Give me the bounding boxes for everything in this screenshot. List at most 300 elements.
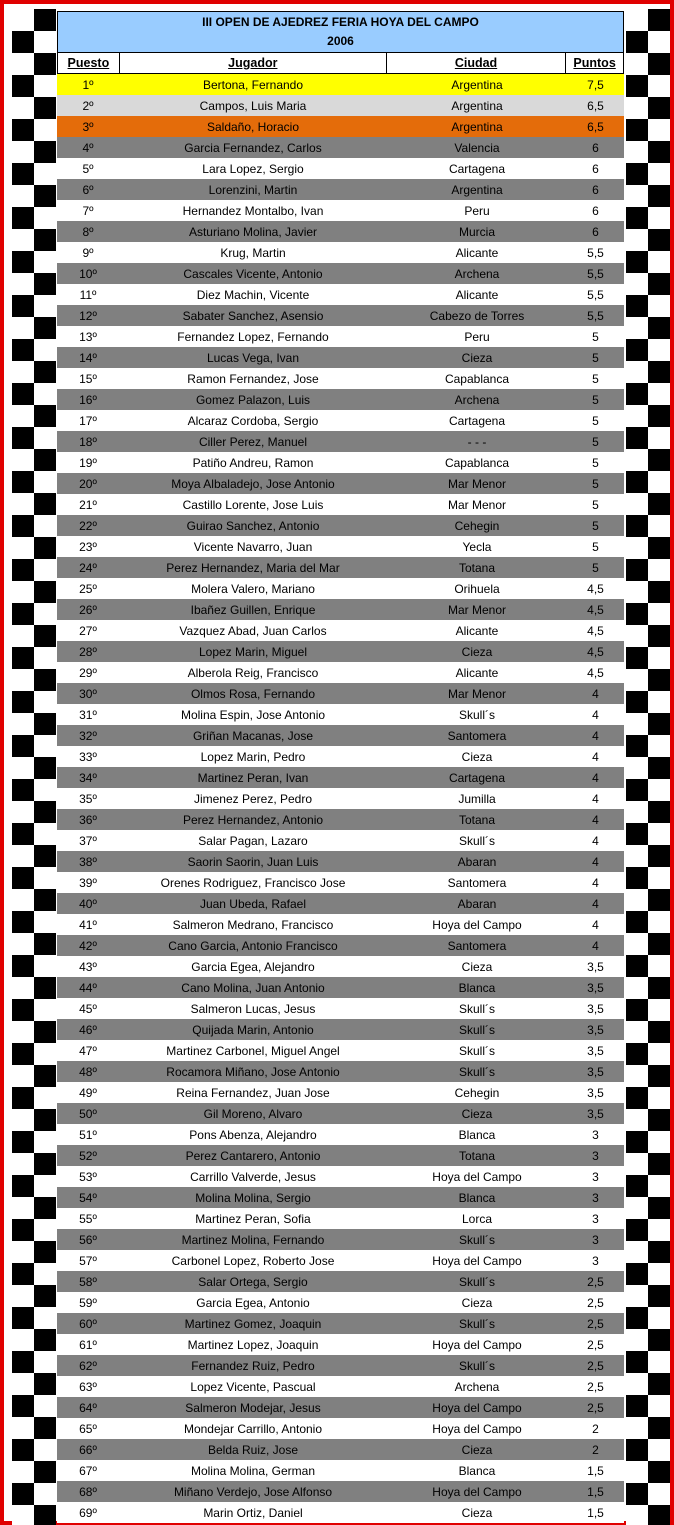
cell-jugador: Castillo Lorente, Jose Luis (182, 497, 324, 512)
cell-puntos: 4 (592, 728, 599, 743)
cell-puesto: 24º (79, 560, 97, 575)
cell-ciudad: Blanca (458, 1190, 496, 1205)
table-row (57, 431, 624, 452)
header-puesto: Puesto (58, 53, 120, 73)
cell-ciudad: Skull´s (458, 1232, 495, 1247)
table-row (57, 326, 624, 347)
cell-puesto: 47º (79, 1043, 97, 1058)
table-row (57, 1040, 624, 1061)
cell-puntos: 4,5 (587, 665, 604, 680)
cell-jugador: Lucas Vega, Ivan (206, 350, 300, 365)
cell-puntos: 3,5 (587, 1085, 604, 1100)
cell-jugador: Vicente Navarro, Juan (193, 539, 313, 554)
cell-ciudad: Cabezo de Torres (429, 308, 525, 323)
cell-ciudad: Skull´s (458, 1316, 495, 1331)
cell-puesto: 33º (79, 749, 97, 764)
cell-jugador: Pons Abenza, Alejandro (189, 1127, 317, 1142)
cell-jugador: Lopez Vicente, Pascual (190, 1379, 316, 1394)
table-row (57, 158, 624, 179)
cell-ciudad: Skull´s (458, 1358, 495, 1373)
cell-puesto: 44º (79, 980, 97, 995)
cell-puesto: 49º (79, 1085, 97, 1100)
cell-puesto: 29º (79, 665, 97, 680)
cell-jugador: Griñan Macanas, Jose (192, 728, 314, 743)
cell-puesto: 51º (79, 1127, 97, 1142)
table-row (57, 767, 624, 788)
table-row (57, 683, 624, 704)
cell-puesto: 25º (79, 581, 97, 596)
cell-puesto: 54º (79, 1190, 97, 1205)
cell-ciudad: Skull´s (458, 1274, 495, 1289)
cell-ciudad: Yecla (462, 539, 492, 554)
table-row (57, 893, 624, 914)
cell-jugador: Diez Machin, Vicente (196, 287, 310, 302)
cell-ciudad: Valencia (454, 140, 500, 155)
tournament-title: III OPEN DE AJEDREZ FERIA HOYA DEL CAMPO (202, 15, 479, 29)
cell-puesto: 57º (79, 1253, 97, 1268)
cell-ciudad: Alicante (455, 287, 499, 302)
title-banner (57, 11, 624, 53)
cell-puntos: 4 (592, 749, 599, 764)
cell-jugador: Martinez Peran, Sofia (195, 1211, 311, 1226)
cell-ciudad: Hoya del Campo (432, 1484, 522, 1499)
cell-ciudad: Alicante (455, 245, 499, 260)
cell-ciudad: Cieza (461, 1106, 493, 1121)
cell-jugador: Reina Fernandez, Juan Jose (176, 1085, 330, 1100)
cell-jugador: Martinez Peran, Ivan (197, 770, 309, 785)
cell-puntos: 4,5 (587, 623, 604, 638)
cell-puntos: 7,5 (587, 77, 604, 92)
cell-puesto: 11º (79, 287, 97, 302)
table-row (57, 830, 624, 851)
cell-puesto: 43º (79, 959, 97, 974)
cell-puntos: 5,5 (587, 266, 604, 281)
cell-jugador: Lopez Marin, Miguel (198, 644, 308, 659)
cell-puntos: 2 (592, 1421, 599, 1436)
cell-ciudad: Argentina (451, 119, 503, 134)
cell-puesto: 55º (79, 1211, 97, 1226)
table-row (57, 1481, 624, 1502)
cell-puntos: 4 (592, 791, 599, 806)
table-row (57, 494, 624, 515)
cell-jugador: Ramon Fernandez, Jose (187, 371, 319, 386)
cell-puesto: 50º (79, 1106, 97, 1121)
cell-puntos: 5 (592, 371, 599, 386)
cell-jugador: Jimenez Perez, Pedro (193, 791, 313, 806)
cell-ciudad: Cehegin (454, 518, 500, 533)
table-row (57, 263, 624, 284)
table-row (57, 284, 624, 305)
cell-ciudad: Skull´s (458, 1022, 495, 1037)
cell-puesto: 21º (79, 497, 97, 512)
cell-puesto: 10º (79, 266, 97, 281)
cell-jugador: Juan Ubeda, Rafael (199, 896, 307, 911)
table-row (57, 305, 624, 326)
cell-jugador: Sabater Sanchez, Asensio (182, 308, 324, 323)
table-row (57, 1502, 624, 1523)
table-row (57, 242, 624, 263)
cell-ciudad: Skull´s (458, 1001, 495, 1016)
table-row (57, 347, 624, 368)
cell-puntos: 3,5 (587, 1064, 604, 1079)
table-row (57, 1103, 624, 1124)
table-row (57, 137, 624, 158)
cell-ciudad: Santomera (447, 728, 507, 743)
cell-puesto: 64º (79, 1400, 97, 1415)
cell-puntos: 4 (592, 686, 599, 701)
table-row (57, 410, 624, 431)
cell-jugador: Krug, Martin (220, 245, 286, 260)
cell-puntos: 3 (592, 1253, 599, 1268)
table-row (57, 914, 624, 935)
cell-puesto: 2º (82, 98, 94, 113)
cell-puntos: 3,5 (587, 1001, 604, 1016)
cell-ciudad: Cieza (461, 644, 493, 659)
cell-puesto: 52º (79, 1148, 97, 1163)
cell-puesto: 6º (82, 182, 94, 197)
cell-puntos: 5 (592, 539, 599, 554)
cell-ciudad: Capablanca (444, 455, 510, 470)
table-row (57, 473, 624, 494)
cell-ciudad: Totana (458, 1148, 496, 1163)
cell-puesto: 9º (82, 245, 94, 260)
table-row (57, 809, 624, 830)
cell-ciudad: - - - (467, 434, 487, 449)
cell-ciudad: Peru (464, 329, 490, 344)
cell-puesto: 65º (79, 1421, 97, 1436)
table-row (57, 1166, 624, 1187)
cell-ciudad: Mar Menor (447, 686, 506, 701)
cell-puesto: 58º (79, 1274, 97, 1289)
cell-puntos: 1,5 (587, 1505, 604, 1520)
cell-puntos: 6 (592, 161, 599, 176)
cell-jugador: Asturiano Molina, Javier (188, 224, 318, 239)
cell-jugador: Garcia Egea, Alejandro (191, 959, 315, 974)
table-row (57, 704, 624, 725)
cell-ciudad: Alicante (455, 665, 499, 680)
table-row (57, 389, 624, 410)
cell-ciudad: Cehegin (454, 1085, 500, 1100)
table-row (57, 662, 624, 683)
cell-jugador: Martinez Gomez, Joaquin (184, 1316, 322, 1331)
cell-ciudad: Argentina (451, 77, 503, 92)
cell-puntos: 6,5 (587, 98, 604, 113)
cell-jugador: Martinez Lopez, Joaquin (187, 1337, 319, 1352)
table-row (57, 1208, 624, 1229)
cell-puesto: 19º (79, 455, 97, 470)
table-row (57, 1061, 624, 1082)
cell-ciudad: Alicante (455, 623, 499, 638)
table-row (57, 578, 624, 599)
table-row (57, 977, 624, 998)
cell-puntos: 4,5 (587, 581, 604, 596)
cell-ciudad: Hoya del Campo (432, 917, 522, 932)
cell-puesto: 30º (79, 686, 97, 701)
cell-jugador: Carrillo Valverde, Jesus (190, 1169, 316, 1184)
cell-jugador: Perez Cantarero, Antonio (185, 1148, 321, 1163)
cell-puntos: 5 (592, 560, 599, 575)
cell-jugador: Ibañez Guillen, Enrique (190, 602, 316, 617)
cell-puesto: 18º (79, 434, 97, 449)
cell-ciudad: Cartagena (448, 161, 506, 176)
cell-puesto: 27º (79, 623, 97, 638)
cell-ciudad: Abaran (457, 854, 497, 869)
cell-puntos: 5,5 (587, 308, 604, 323)
header-ciudad: Ciudad (387, 53, 566, 73)
table-row (57, 179, 624, 200)
table-row (57, 1334, 624, 1355)
cell-ciudad: Mar Menor (447, 497, 506, 512)
table-row (57, 788, 624, 809)
table-row (57, 95, 624, 116)
cell-puntos: 4,5 (587, 602, 604, 617)
table-row (57, 1145, 624, 1166)
cell-puesto: 68º (79, 1484, 97, 1499)
cell-jugador: Ciller Perez, Manuel (198, 434, 308, 449)
cell-jugador: Garcia Egea, Antonio (196, 1295, 310, 1310)
table-row (57, 1271, 624, 1292)
cell-puntos: 1,5 (587, 1463, 604, 1478)
cell-puesto: 8º (82, 224, 94, 239)
cell-ciudad: Archena (454, 392, 500, 407)
cell-jugador: Marin Ortiz, Daniel (203, 1505, 303, 1520)
cell-ciudad: Cieza (461, 350, 493, 365)
table-row (57, 1397, 624, 1418)
cell-puntos: 5,5 (587, 245, 604, 260)
table-row (57, 1460, 624, 1481)
cell-jugador: Saldaño, Horacio (206, 119, 300, 134)
cell-puntos: 2,5 (587, 1379, 604, 1394)
table-row (57, 872, 624, 893)
table-row (57, 851, 624, 872)
cell-puntos: 3 (592, 1169, 599, 1184)
cell-puntos: 6 (592, 182, 599, 197)
cell-ciudad: Skull´s (458, 833, 495, 848)
cell-ciudad: Hoya del Campo (432, 1337, 522, 1352)
cell-jugador: Salar Ortega, Sergio (198, 1274, 308, 1289)
cell-puntos: 4 (592, 875, 599, 890)
table-header (57, 53, 624, 74)
standings-table (57, 11, 624, 1523)
cell-jugador: Molera Valero, Mariano (191, 581, 315, 596)
cell-jugador: Bertona, Fernando (202, 77, 304, 92)
cell-puesto: 42º (79, 938, 97, 953)
table-row (57, 1082, 624, 1103)
cell-puntos: 3 (592, 1190, 599, 1205)
cell-puntos: 3,5 (587, 1106, 604, 1121)
table-row (57, 1019, 624, 1040)
cell-puesto: 66º (79, 1442, 97, 1457)
cell-puesto: 16º (79, 392, 97, 407)
table-row (57, 74, 624, 95)
cell-puntos: 5 (592, 434, 599, 449)
cell-puesto: 7º (82, 203, 94, 218)
cell-jugador: Belda Ruiz, Jose (207, 1442, 299, 1457)
cell-ciudad: Blanca (458, 1463, 496, 1478)
cell-jugador: Gil Moreno, Alvaro (203, 1106, 303, 1121)
cell-puntos: 5 (592, 392, 599, 407)
cell-puesto: 69º (79, 1505, 97, 1520)
cell-puesto: 46º (79, 1022, 97, 1037)
cell-puesto: 41º (79, 917, 97, 932)
cell-puesto: 35º (79, 791, 97, 806)
cell-ciudad: Hoya del Campo (432, 1400, 522, 1415)
cell-jugador: Patiño Andreu, Ramon (192, 455, 314, 470)
cell-puntos: 6,5 (587, 119, 604, 134)
table-row (57, 1250, 624, 1271)
cell-jugador: Olmos Rosa, Fernando (190, 686, 316, 701)
cell-puntos: 5 (592, 455, 599, 470)
table-row (57, 956, 624, 977)
tournament-year: 2006 (327, 34, 354, 48)
cell-jugador: Molina Molina, Sergio (195, 1190, 311, 1205)
cell-jugador: Salar Pagan, Lazaro (198, 833, 308, 848)
cell-jugador: Martinez Molina, Fernando (181, 1232, 325, 1247)
cell-jugador: Molina Molina, German (190, 1463, 316, 1478)
table-row (57, 1292, 624, 1313)
cell-puesto: 5º (82, 161, 94, 176)
cell-jugador: Cano Molina, Juan Antonio (181, 980, 325, 995)
cell-puntos: 3 (592, 1148, 599, 1163)
cell-jugador: Carbonel Lopez, Roberto Jose (171, 1253, 335, 1268)
table-row (57, 116, 624, 137)
cell-ciudad: Hoya del Campo (432, 1421, 522, 1436)
cell-puesto: 36º (79, 812, 97, 827)
cell-puntos: 4 (592, 770, 599, 785)
cell-jugador: Fernandez Lopez, Fernando (177, 329, 329, 344)
cell-puntos: 5,5 (587, 287, 604, 302)
cell-puesto: 32º (79, 728, 97, 743)
cell-puntos: 4 (592, 917, 599, 932)
cell-ciudad: Abaran (457, 896, 497, 911)
cell-ciudad: Totana (458, 560, 496, 575)
cell-jugador: Lorenzini, Martin (208, 182, 298, 197)
cell-ciudad: Orihuela (454, 581, 500, 596)
cell-puntos: 5 (592, 497, 599, 512)
cell-puntos: 4 (592, 896, 599, 911)
cell-jugador: Lara Lopez, Sergio (202, 161, 304, 176)
cell-jugador: Rocamora Miñano, Jose Antonio (166, 1064, 340, 1079)
table-row (57, 1187, 624, 1208)
cell-ciudad: Mar Menor (447, 476, 506, 491)
cell-puntos: 4 (592, 854, 599, 869)
cell-ciudad: Archena (454, 266, 500, 281)
cell-jugador: Alberola Reig, Francisco (187, 665, 319, 680)
cell-jugador: Hernandez Montalbo, Ivan (182, 203, 324, 218)
table-row (57, 1124, 624, 1145)
cell-ciudad: Jumilla (458, 791, 496, 806)
cell-jugador: Quijada Marin, Antonio (192, 1022, 314, 1037)
cell-jugador: Salmeron Medrano, Francisco (172, 917, 334, 932)
cell-puesto: 38º (79, 854, 97, 869)
cell-puesto: 40º (79, 896, 97, 911)
cell-ciudad: Cieza (461, 1505, 493, 1520)
cell-puntos: 3 (592, 1211, 599, 1226)
table-row (57, 641, 624, 662)
cell-jugador: Perez Hernandez, Maria del Mar (166, 560, 340, 575)
cell-puntos: 4 (592, 833, 599, 848)
cell-jugador: Mondejar Carrillo, Antonio (183, 1421, 323, 1436)
cell-jugador: Saorin Saorin, Juan Luis (187, 854, 319, 869)
cell-puntos: 6 (592, 203, 599, 218)
table-row (57, 935, 624, 956)
cell-ciudad: Cieza (461, 749, 493, 764)
checkerboard-border-right (626, 9, 670, 1525)
table-row (57, 452, 624, 473)
cell-puesto: 56º (79, 1232, 97, 1247)
cell-jugador: Moya Albaladejo, Jose Antonio (171, 476, 335, 491)
cell-ciudad: Blanca (458, 980, 496, 995)
cell-puesto: 3º (82, 119, 94, 134)
cell-puntos: 5 (592, 350, 599, 365)
table-row (57, 515, 624, 536)
cell-ciudad: Cieza (461, 959, 493, 974)
cell-ciudad: Capablanca (444, 371, 510, 386)
cell-ciudad: Argentina (451, 98, 503, 113)
cell-jugador: Perez Hernandez, Antonio (182, 812, 324, 827)
cell-jugador: Guirao Sanchez, Antonio (186, 518, 320, 533)
cell-ciudad: Mar Menor (447, 602, 506, 617)
cell-ciudad: Cartagena (448, 770, 506, 785)
cell-puntos: 2,5 (587, 1337, 604, 1352)
table-row (57, 1313, 624, 1334)
table-row (57, 746, 624, 767)
cell-ciudad: Cartagena (448, 413, 506, 428)
table-row (57, 998, 624, 1019)
cell-puesto: 59º (79, 1295, 97, 1310)
cell-puesto: 48º (79, 1064, 97, 1079)
cell-puntos: 4 (592, 707, 599, 722)
cell-puesto: 31º (79, 707, 97, 722)
cell-ciudad: Blanca (458, 1127, 496, 1142)
checkerboard-border-left (12, 9, 56, 1525)
cell-puntos: 3 (592, 1232, 599, 1247)
cell-puntos: 4 (592, 812, 599, 827)
cell-ciudad: Totana (458, 812, 496, 827)
cell-puesto: 20º (79, 476, 97, 491)
cell-ciudad: Peru (464, 203, 490, 218)
cell-puntos: 2,5 (587, 1274, 604, 1289)
cell-puesto: 12º (79, 308, 97, 323)
cell-puesto: 53º (79, 1169, 97, 1184)
cell-puesto: 14º (79, 350, 97, 365)
table-row (57, 1439, 624, 1460)
cell-jugador: Orenes Rodriguez, Francisco Jose (160, 875, 346, 890)
cell-puntos: 3,5 (587, 1022, 604, 1037)
cell-puesto: 67º (79, 1463, 97, 1478)
cell-puntos: 5 (592, 329, 599, 344)
cell-ciudad: Archena (454, 1379, 500, 1394)
cell-puntos: 2,5 (587, 1400, 604, 1415)
cell-puesto: 15º (79, 371, 97, 386)
cell-puntos: 4 (592, 938, 599, 953)
cell-puntos: 3,5 (587, 959, 604, 974)
cell-jugador: Fernandez Ruiz, Pedro (191, 1358, 315, 1373)
cell-puesto: 1º (82, 77, 94, 92)
cell-puesto: 26º (79, 602, 97, 617)
cell-puntos: 1,5 (587, 1484, 604, 1499)
cell-ciudad: Hoya del Campo (432, 1169, 522, 1184)
table-row (57, 620, 624, 641)
cell-puntos: 2,5 (587, 1316, 604, 1331)
cell-puntos: 3 (592, 1127, 599, 1142)
cell-puntos: 2 (592, 1442, 599, 1457)
table-row (57, 1355, 624, 1376)
table-row (57, 1418, 624, 1439)
cell-puntos: 5 (592, 518, 599, 533)
cell-jugador: Cascales Vicente, Antonio (183, 266, 323, 281)
cell-puesto: 39º (79, 875, 97, 890)
